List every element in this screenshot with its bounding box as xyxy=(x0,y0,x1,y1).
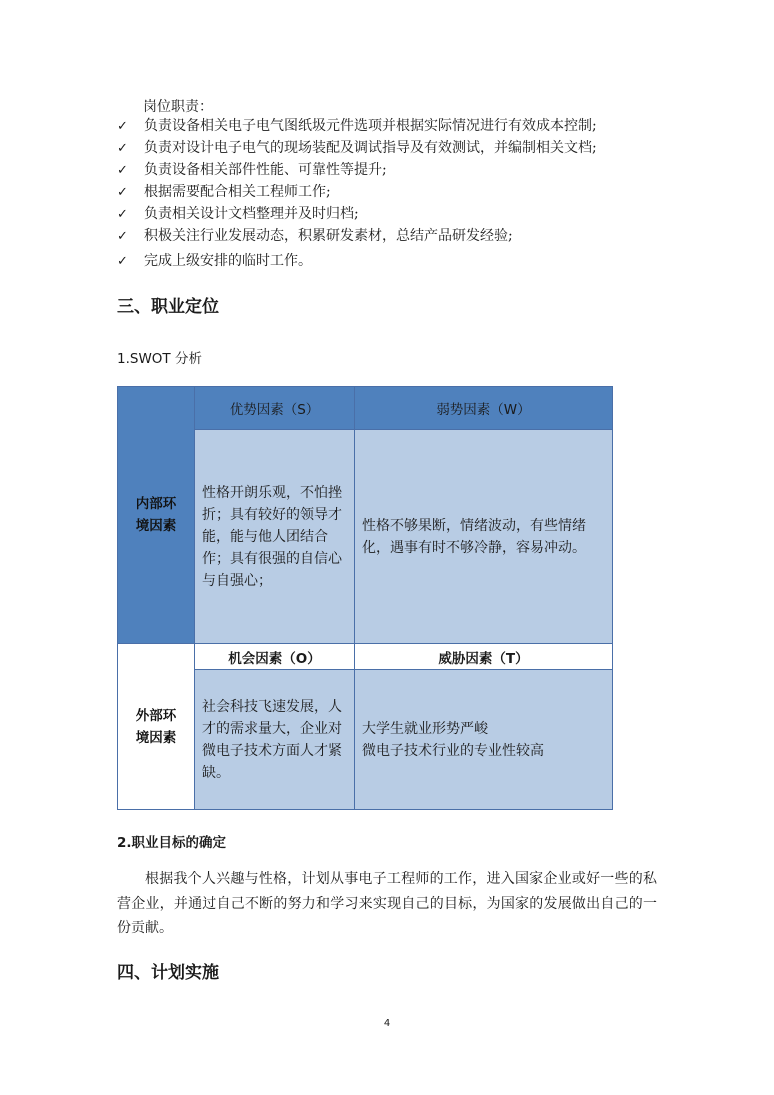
duty-text: 负责设备相关电子电气图纸圾元件选项并根据实际情况进行有效成本控制; xyxy=(144,118,597,134)
opportunity-cell: 社会科技飞速发展，人才的需求量大，企业对微电子技术方面人才紧缺。 xyxy=(195,670,355,810)
weakness-header: 弱势因素（W） xyxy=(355,387,613,430)
list-item xyxy=(117,250,597,272)
section-heading-plan: 四、计划实施 xyxy=(117,963,219,983)
check-icon: ✓ xyxy=(117,254,128,269)
check-icon: ✓ xyxy=(117,141,128,156)
internal-factors-label: 内部环境因素 xyxy=(118,387,195,644)
duty-text: 负责设备相关部件性能、可靠性等提升; xyxy=(144,162,387,178)
threat-line: 大学生就业形势严峻 xyxy=(362,720,488,737)
duty-text: 完成上级安排的临时工作。 xyxy=(144,253,312,269)
goal-paragraph: 根据我个人兴趣与性格，计划从事电子工程师的工作，进入国家企业或好一些的私营企业，并通过自己不断的努力和学习来实现自己的目标，为国家的发展做出自己的一份贡献。 xyxy=(117,871,657,936)
threat-line: 微电子技术行业的专业性较高 xyxy=(362,742,544,759)
list-item xyxy=(117,137,597,159)
check-icon: ✓ xyxy=(117,207,128,222)
swot-table xyxy=(117,386,613,810)
list-item xyxy=(117,115,597,137)
threat-header: 威胁因素（T） xyxy=(355,644,613,670)
duty-text: 负责相关设计文档整理并及时归档; xyxy=(144,206,359,222)
duty-text: 根据需要配合相关工程师工作; xyxy=(144,184,331,200)
strength-cell: 性格开朗乐观，不怕挫折；具有较好的领导才能，能与他人团结合作；具有很强的自信心与自强心； xyxy=(195,430,355,644)
duty-text: 负责对设计电子电气的现场装配及调试指导及有效测试，并编制相关文档; xyxy=(144,140,597,156)
duties-list xyxy=(117,115,597,272)
check-icon: ✓ xyxy=(117,119,128,134)
list-item xyxy=(117,225,597,247)
list-item xyxy=(117,203,597,225)
goal-subheading: 2.职业目标的确定 xyxy=(117,835,227,851)
list-item xyxy=(117,181,597,203)
duty-text: 积极关注行业发展动态，积累研发素材，总结产品研发经验; xyxy=(144,228,513,244)
page-number: 4 xyxy=(383,1018,391,1029)
external-factors-label: 外部环境因素 xyxy=(118,644,195,810)
section-heading-career-positioning: 三、职业定位 xyxy=(117,297,219,317)
list-item xyxy=(117,159,597,181)
check-icon: ✓ xyxy=(117,229,128,244)
strength-header: 优势因素（S） xyxy=(195,387,355,430)
swot-subheading: 1.SWOT 分析 xyxy=(117,351,202,367)
check-icon: ✓ xyxy=(117,185,128,200)
duties-title: 岗位职责： xyxy=(143,99,213,115)
weakness-cell: 性格不够果断，情绪波动，有些情绪化，遇事有时不够冷静，容易冲动。 xyxy=(355,430,613,644)
threat-cell xyxy=(355,670,613,810)
opportunity-header: 机会因素（O） xyxy=(195,644,355,670)
check-icon: ✓ xyxy=(117,163,128,178)
